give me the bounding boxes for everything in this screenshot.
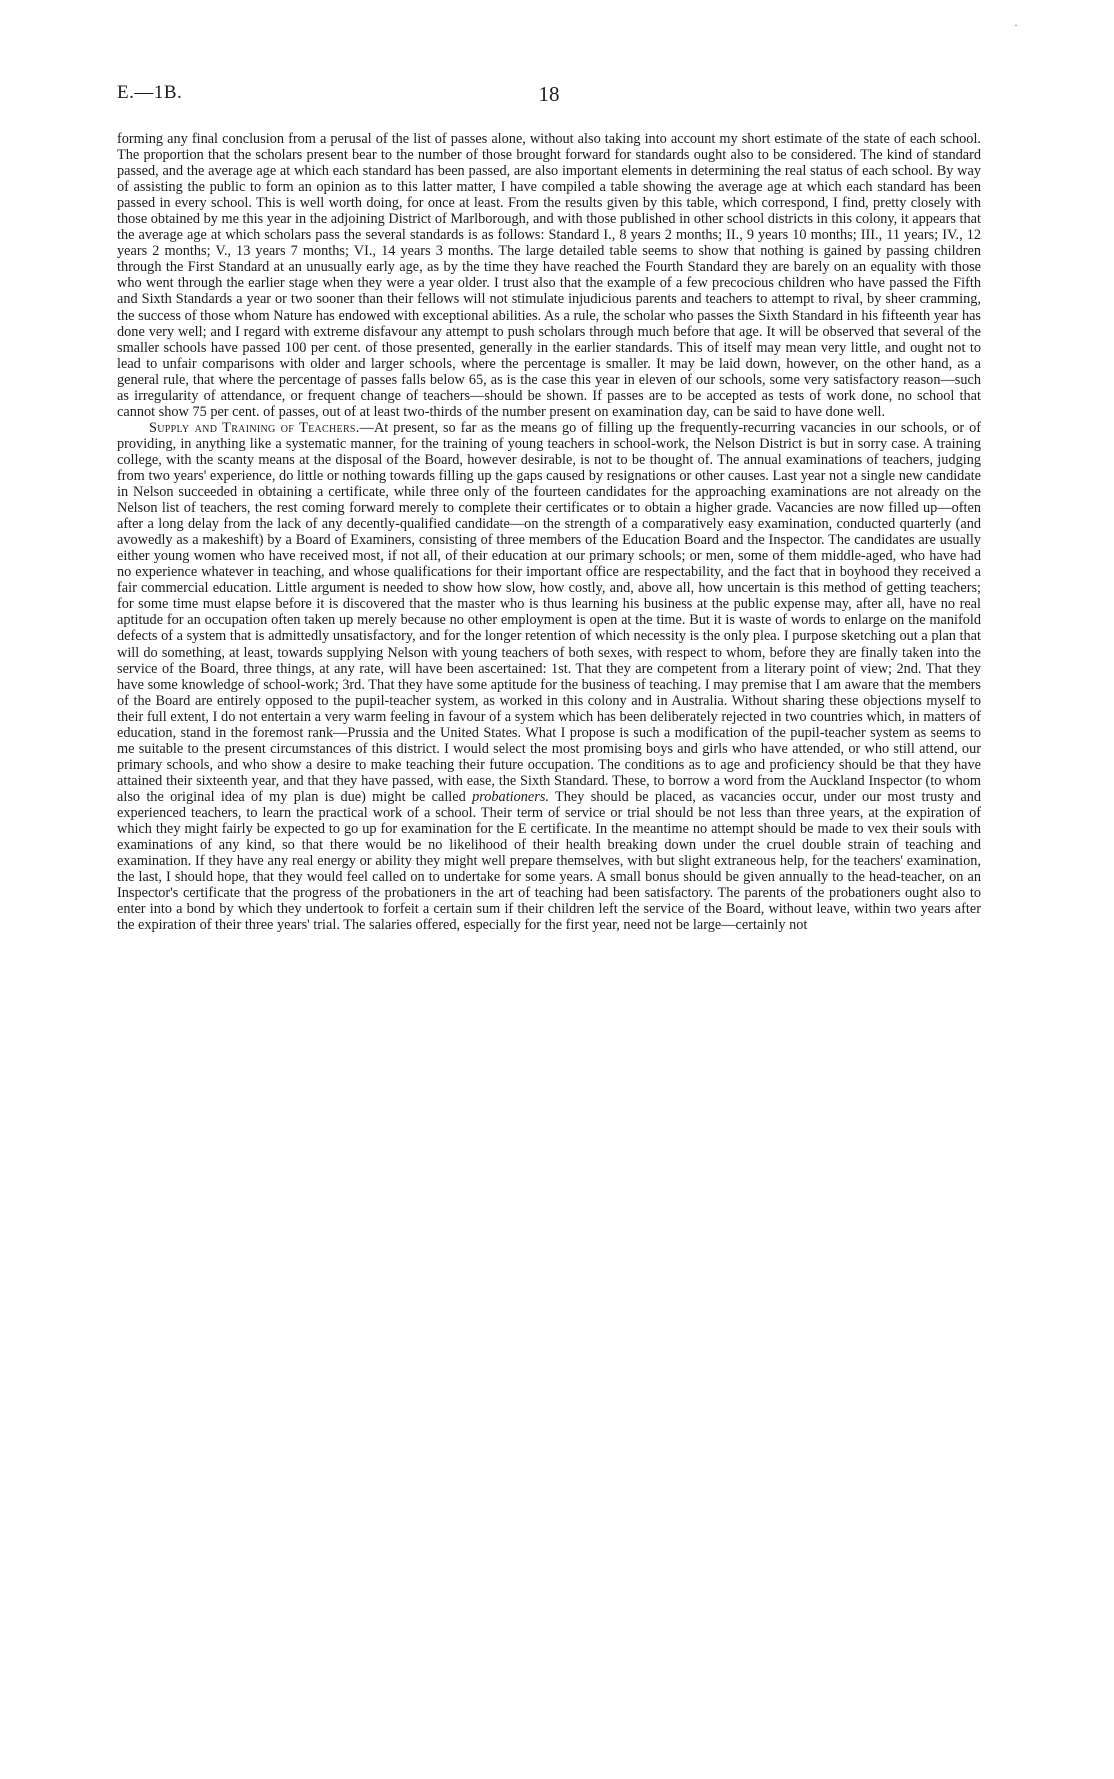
- paragraph-text: forming any final conclusion from a perusal of the list of passes alone, without also taking into account my short estimate of the state of each school. The proportion that the scholars present bear to the number of those brought forward for standards ought also to be considered. The kind of standard passed, and the average age at which each standard has been passed, are also important elements in determining the real status of each school. By way of assisting the public to form an opinion as to this latter matter, I have compiled a table showing the average age at which each standard has been passed in every school. This is well worth doing, for once at least. From the results given by this table, which correspond, I find, pretty closely with those obtained by me this year in the adjoining District of Marlborough, and with those published in other school districts in this colony, it appears that the average age at which scholars pass the several standards is as follows: Standard I., 8 years 2 months; II., 9 years 10 months; III., 11 years; IV., 12 years 2 months; V., 13 years 7 months; VI., 14 years 3 months. The large detailed table seems to show that nothing is gained by passing children through the First Standard at an unusually early age, as by the time they have reached the Fourth Standard they are barely on an equality with those who went through the earlier stage when they were a year older. I trust also that the example of a few precocious children who have passed the Fifth and Sixth Standards a year or two sooner than their fellows will not stimulate injudicious parents and teachers to attempt to rival, by sheer cramming, the success of those whom Nature has endowed with exceptional abilities. As a rule, the scholar who passes the Sixth Standard in his fifteenth year has done very well; and I regard with extreme disfavour any attempt to push scholars through much before that age. It will be observed that several of the smaller schools have passed 100 per cent. of those presented, generally in the earlier standards. This of itself may mean very little, and ought not to lead to unfair comparisons with older and larger schools, where the percentage is smaller. It may be laid down, however, on the other hand, as a general rule, that where the percentage of passes falls below 65, as is the case this year in eleven of our schools, some very satisfactory reason—such as irregularity of attendance, or frequent change of teachers—should be shown. If passes are to be accepted as tests of work done, no school that cannot show 75 per cent. of passes, out of at least two-thirds of the number present on examination day, can be said to have done well.: [117, 131, 981, 420]
- section-heading: Supply and Training of Teachers.: [149, 419, 360, 436]
- paragraph-text-continued: They should be placed, as vacancies occur, under our most trusty and experienced teachers, to learn the practical work of a school. Their term of service or trial should be not less than three years, at the expiration of which they might fairly be expected to go up for examination for the E certificate. In the meantime no attempt should be made to vex their souls with examinations of any kind, so that there would be no likelihood of their health breaking down under the cruel double strain of teaching and examination. If they have any real energy or ability they might well prepare themselves, with but slight extraneous help, for the teachers' examination, the last, I should hope, that they would feel called on to undertake for some years. A small bonus should be given annually to the head-teacher, on an Inspector's certificate that the progress of the probationers in the art of teaching had been satisfactory. The parents of the probationers ought also to enter into a bond by which they undertook to forfeit a certain sum if their children left the service of the Board, without leave, within two years after the expiration of their three years' trial. The salaries offered, especially for the first year, need not be large—certainly not: [117, 788, 982, 934]
- corner-mark: ·: [1014, 18, 1018, 32]
- emphasis-term: probationers.: [472, 788, 549, 805]
- paragraph-text: —At present, so far as the means go of filling up the frequently-recurring vacancies in our schools, or of providing, in anything like a systematic manner, for the training of young teachers in school-work, the Nelson District is but in sorry case. A training college, with the scanty means at the disposal of the Board, however desirable, is not to be thought of. The annual examinations of teachers, judging from two years' experience, do little or nothing towards filling up the gaps caused by resignations or other causes. Last year not a single new candidate in Nelson succeeded in obtaining a certificate, while three only of the fourteen candidates for the approaching examinations are not already on the Nelson list of teachers, the rest coming forward merely to complete their certificates or to obtain a higher grade. Vacancies are now filled up—often after a long delay from the lack of any decently-qualified candidate—on the strength of a comparatively easy examination, conducted quarterly (and avowedly as a makeshift) by a Board of Examiners, consisting of three members of the Education Board and the Inspector. The candidates are usually either young women who have received most, if not all, of their education at our primary schools; or men, some of them middle-aged, who have had no experience whatever in teaching, and whose qualifications for their important office are respectability, and the fact that in boyhood they received a fair commercial education. Little argument is needed to show how slow, how costly, and, above all, how uncertain is this method of getting teachers; for some time must elapse before it is discovered that the master who is thus learning his business at the public expense may, after all, have no real aptitude for an occupation often taken up merely because no other employment is open at the time. But it is waste of words to enlarge on the manifold defects of a system that is admittedly unsatisfactory, and for the longer retention of which necessity is the only plea. I purpose sketching out a plan that will do something, at least, towards supplying Nelson with young teachers of both sexes, with respect to whom, before they are finally taken into the service of the Board, three things, at any rate, will have been ascertained: 1st. That they are competent from a literary point of view; 2nd. That they have some knowledge of school-work; 3rd. That they have some aptitude for the business of teaching. I may premise that I am aware that the members of the Board are entirely opposed to the pupil-teacher system, as worked in this colony and in Australia. Without sharing these objections myself to their full extent, I do not entertain a very warm feeling in favour of a system which has been deliberately rejected in two countries which, in matters of education, stand in the foremost rank—Prussia and the United States. What I propose is such a modification of the pupil-teacher system as seems to me suitable to the present circumstances of this district. I would select the most promising boys and girls who have attended, or who still attend, our primary schools, and who show a desire to make teaching their future occupation. The conditions as to age and proficiency should be that they have attained their sixteenth year, and that they have passed, with ease, the Sixth Standard. These, to borrow a word from the Auckland Inspector (to whom also the original idea of my plan is due) might be called: [117, 419, 981, 805]
- page-number: 18: [538, 82, 560, 106]
- paragraph-teachers: [117, 420, 981, 934]
- page-header: [117, 82, 981, 112]
- document-reference: E.—1B.: [117, 82, 183, 103]
- paragraph-standards: [117, 131, 981, 420]
- body-text: [117, 131, 981, 933]
